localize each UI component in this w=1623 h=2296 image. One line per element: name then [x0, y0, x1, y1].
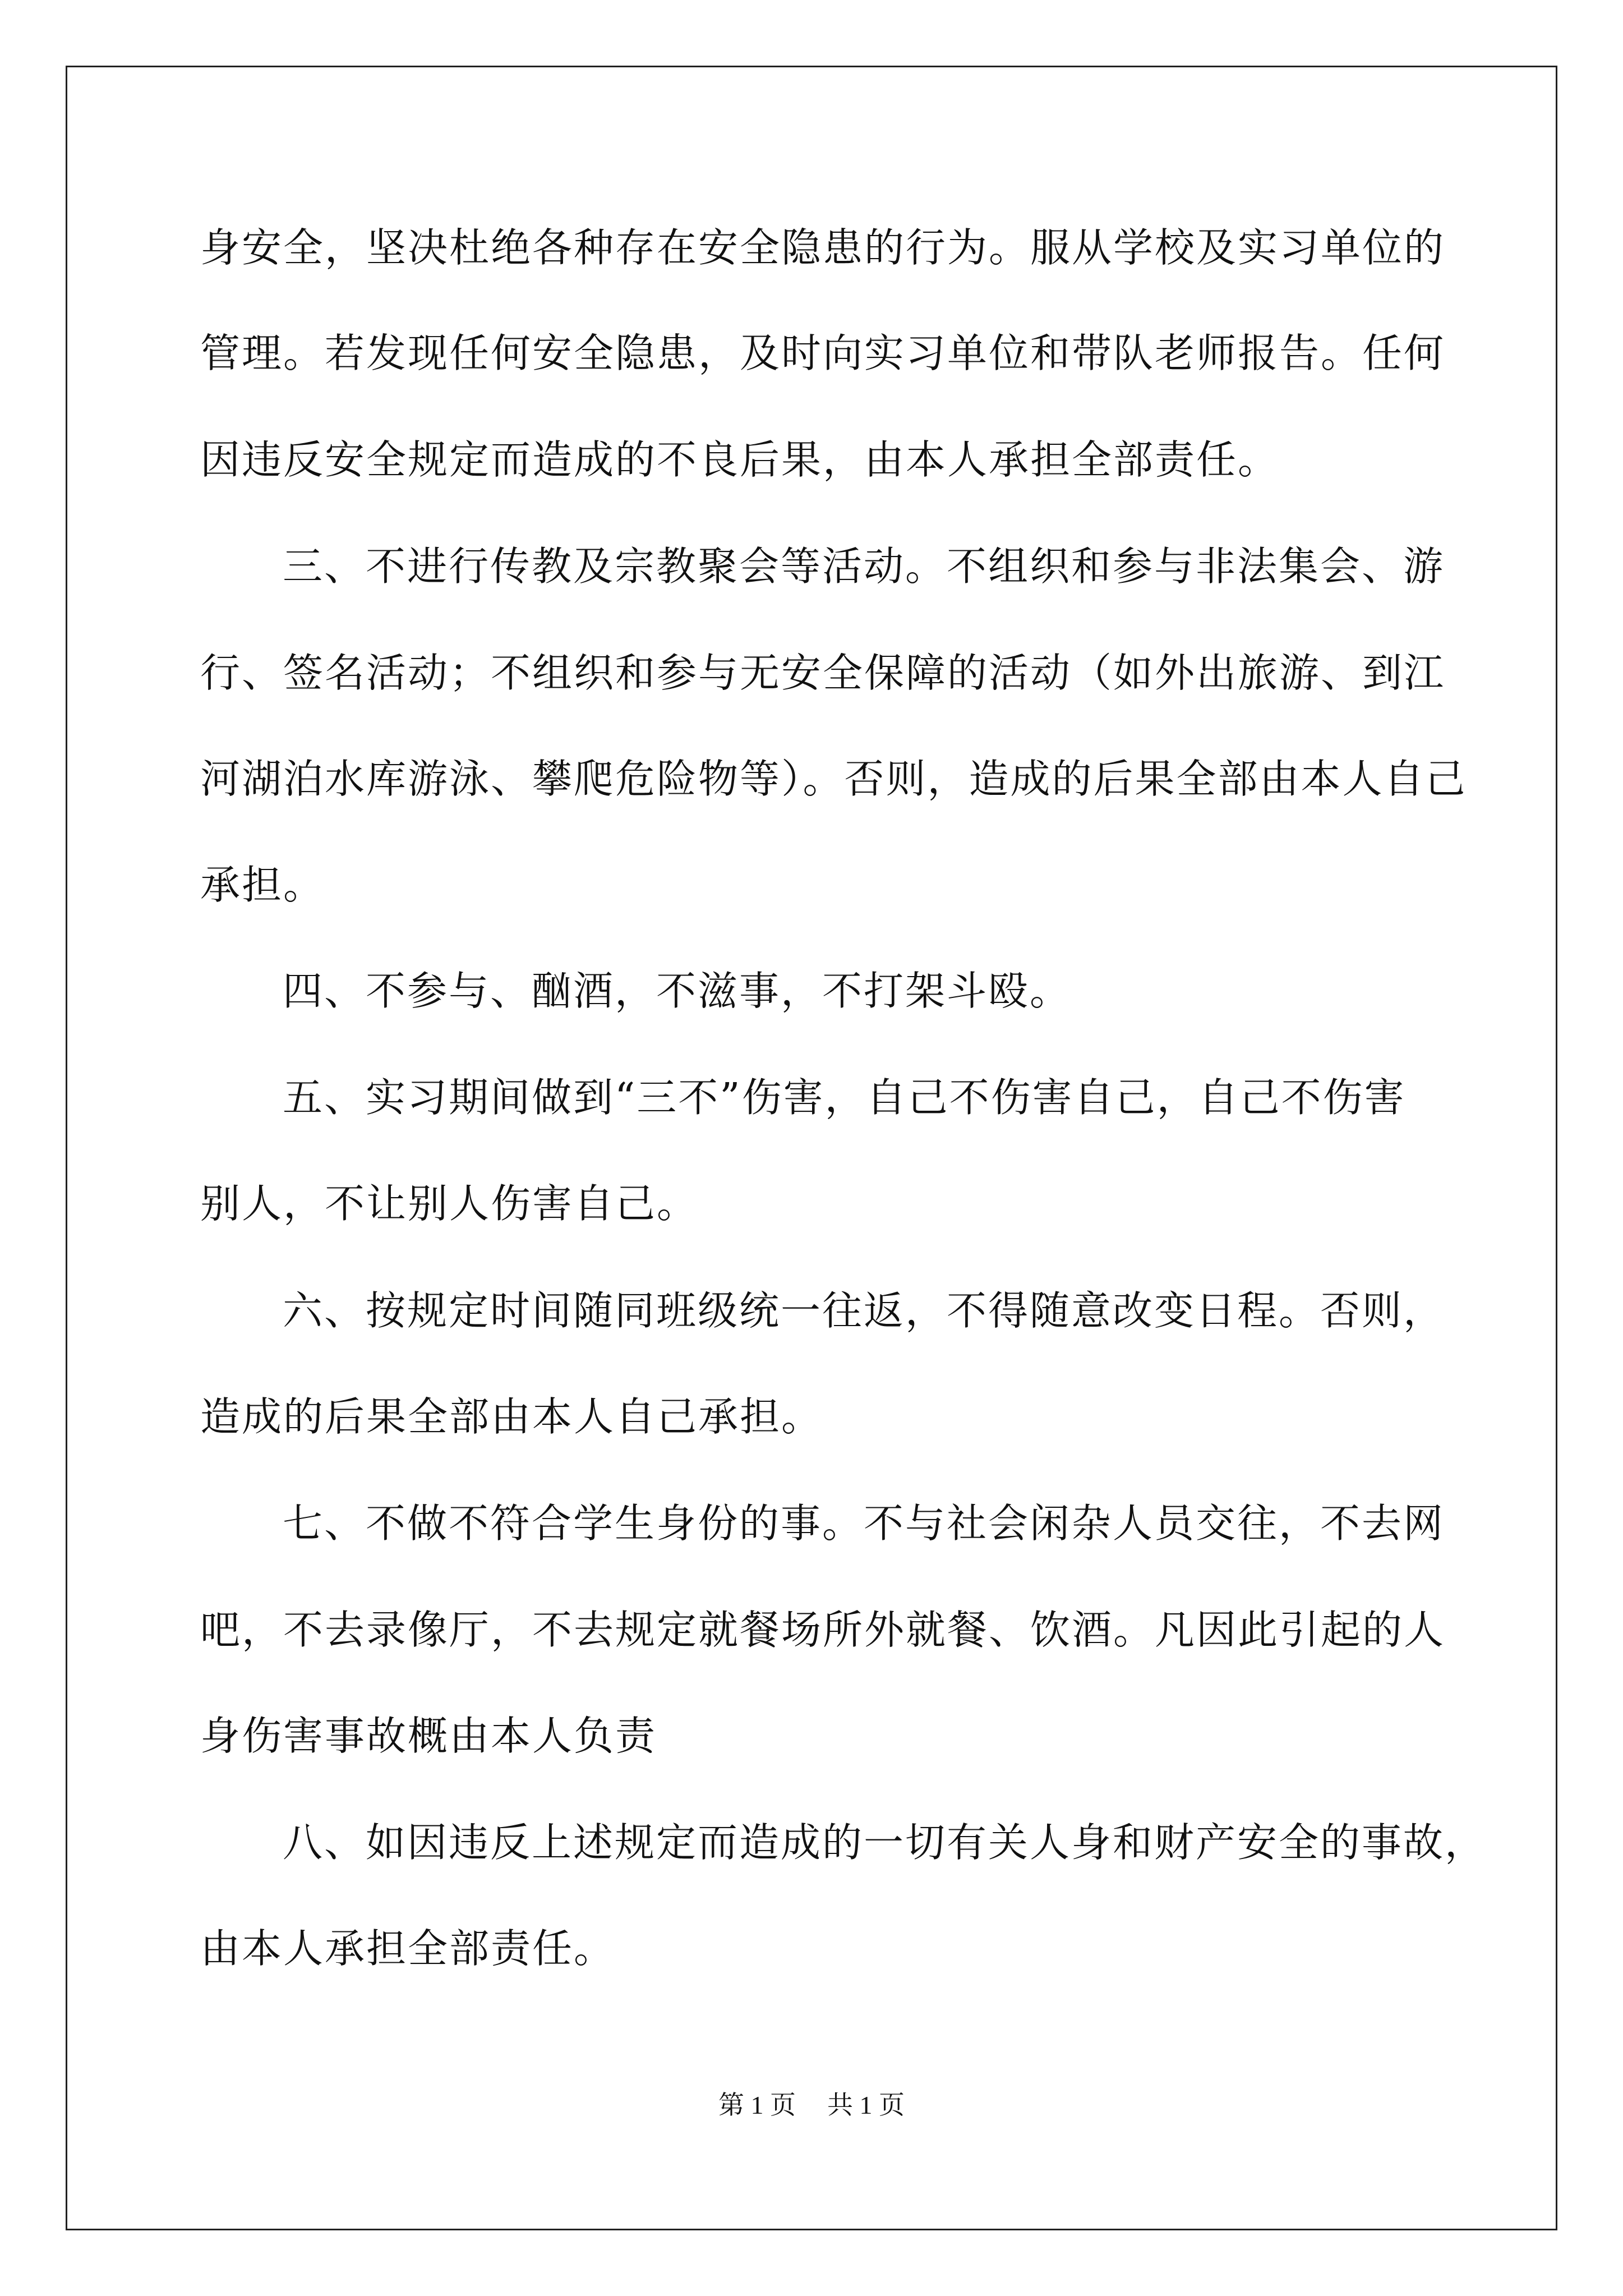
text-line: 身安全，坚决杜绝各种存在安全隐患的行为。服从学校及实习单位的 [200, 224, 1446, 271]
text-line: 别人，不让别人伤害自己。 [200, 1180, 699, 1227]
text-line: 河湖泊水库游泳、攀爬危险物等）。否则，造成的后果全部由本人自己 [200, 756, 1467, 802]
text-line: 由本人承担全部责任。 [200, 1925, 616, 1972]
paragraph-4: 四、不参与、酗酒，不滋事，不打架斗殴。 [283, 968, 1072, 1014]
text-line: 吧，不去录像厅，不去规定就餐场所外就餐、饮酒。凡因此引起的人 [200, 1607, 1446, 1653]
paragraph-6-start: 六、按规定时间随同班级统一往返，不得随意改变日程。否则， [283, 1287, 1445, 1334]
page-number: 第 1 页 [718, 2091, 796, 2119]
text-line: 身伤害事故概由本人负责 [200, 1713, 657, 1759]
text-line: 因违反安全规定而造成的不良后果，由本人承担全部责任。 [200, 436, 1280, 483]
text-line: 承担。 [200, 862, 325, 908]
page-footer [0, 2085, 1623, 2122]
paragraph-3-start: 三、不进行传教及宗教聚会等活动。不组织和参与非法集会、游 [283, 543, 1445, 590]
text-line: 行、签名活动；不组织和参与无安全保障的活动（如外出旅游、到江 [200, 650, 1446, 696]
page-total: 共 1 页 [827, 2091, 905, 2119]
paragraph-8-start: 八、如因违反上述规定而造成的一切有关人身和财产安全的事故， [283, 1819, 1487, 1866]
paragraph-5-start: 五、实习期间做到“三不”伤害，自己不伤害自己，自己不伤害 [283, 1074, 1406, 1121]
text-line: 造成的后果全部由本人自己承担。 [200, 1393, 823, 1440]
text-line: 管理。若发现任何安全隐患，及时向实习单位和带队老师报告。任何 [200, 330, 1446, 376]
paragraph-7-start: 七、不做不符合学生身份的事。不与社会闲杂人员交往，不去网 [283, 1500, 1445, 1547]
